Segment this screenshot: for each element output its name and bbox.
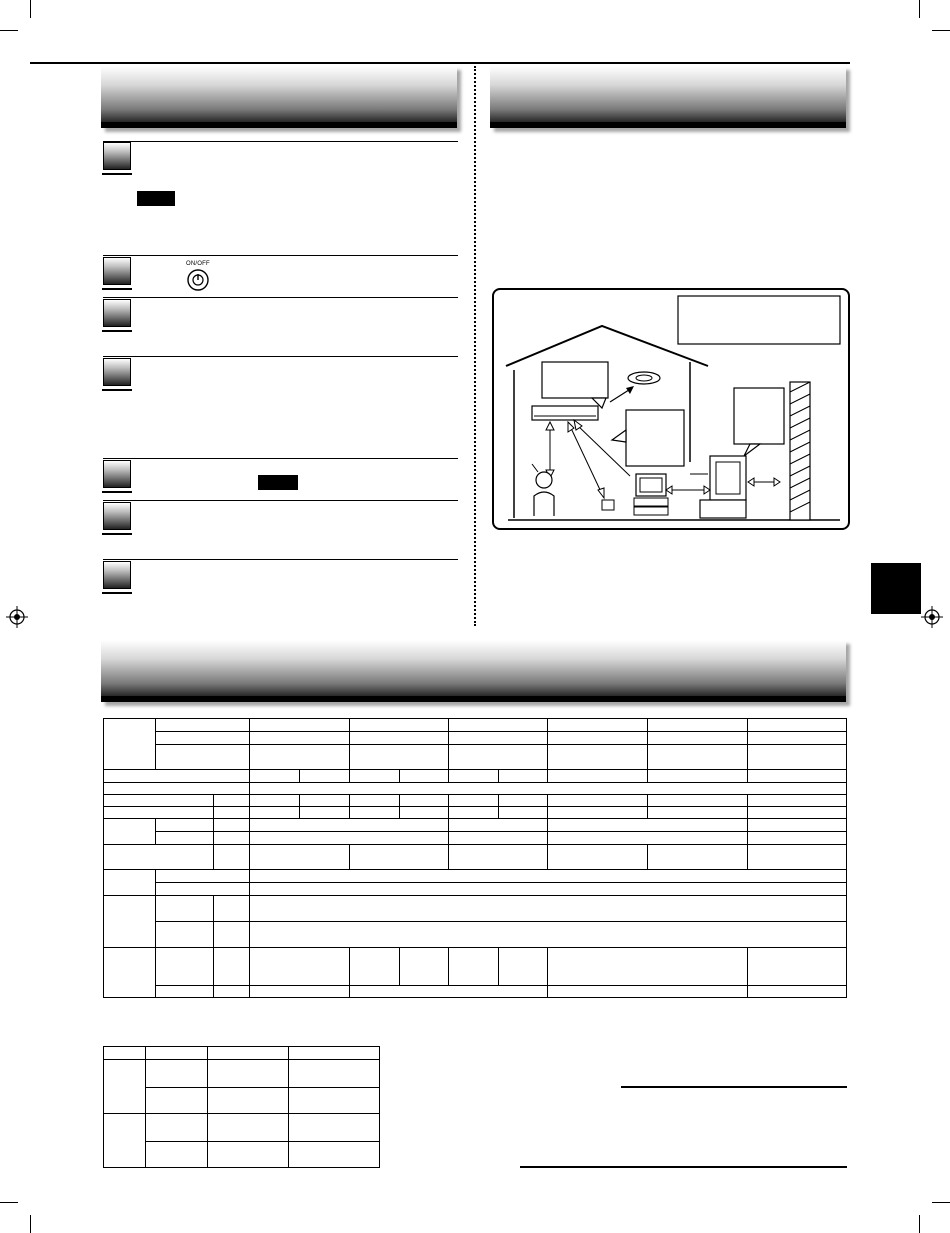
specifications-table xyxy=(103,718,847,998)
crosshair-target-icon xyxy=(921,606,943,628)
crop-mark-tl-v xyxy=(30,0,31,18)
side-tab xyxy=(871,563,921,614)
small-table xyxy=(103,1046,380,1168)
top-rule xyxy=(30,62,850,64)
step-divider xyxy=(103,458,458,459)
right-section-header xyxy=(490,66,846,128)
crop-mark-tr-v xyxy=(919,0,920,18)
step-divider xyxy=(103,559,458,560)
column-divider xyxy=(474,66,476,626)
signature-line xyxy=(520,1166,847,1168)
step-divider xyxy=(103,297,458,298)
house-diagram xyxy=(494,290,848,528)
crop-mark-bl-h xyxy=(0,1202,18,1203)
interference-illustration xyxy=(492,288,850,530)
step-2-box xyxy=(103,257,131,285)
crop-mark-br-h xyxy=(932,1202,950,1203)
step-divider xyxy=(103,356,458,357)
crop-mark-tl-h xyxy=(0,30,18,31)
step-1-box xyxy=(103,142,131,170)
power-button-icon xyxy=(186,268,210,292)
onoff-label: ON/OFF xyxy=(186,261,210,267)
step-4-box xyxy=(103,358,131,386)
step-divider xyxy=(103,255,458,256)
crop-mark-tr-h xyxy=(932,30,950,31)
step-7-box xyxy=(103,561,131,589)
inline-key-button xyxy=(137,191,175,206)
table-cell xyxy=(104,719,156,770)
step-6-box xyxy=(103,502,131,530)
spec-section-header xyxy=(101,640,846,702)
signature-line xyxy=(621,1086,847,1088)
left-section-header xyxy=(101,66,457,128)
step-divider xyxy=(103,141,458,142)
crop-mark-br-v xyxy=(919,1215,920,1233)
inline-key-button xyxy=(258,475,298,490)
crop-mark-bl-v xyxy=(30,1215,31,1233)
crosshair-target-icon xyxy=(6,606,28,628)
step-3-box xyxy=(103,299,131,327)
step-5-box xyxy=(103,460,131,488)
step-divider xyxy=(103,500,458,501)
